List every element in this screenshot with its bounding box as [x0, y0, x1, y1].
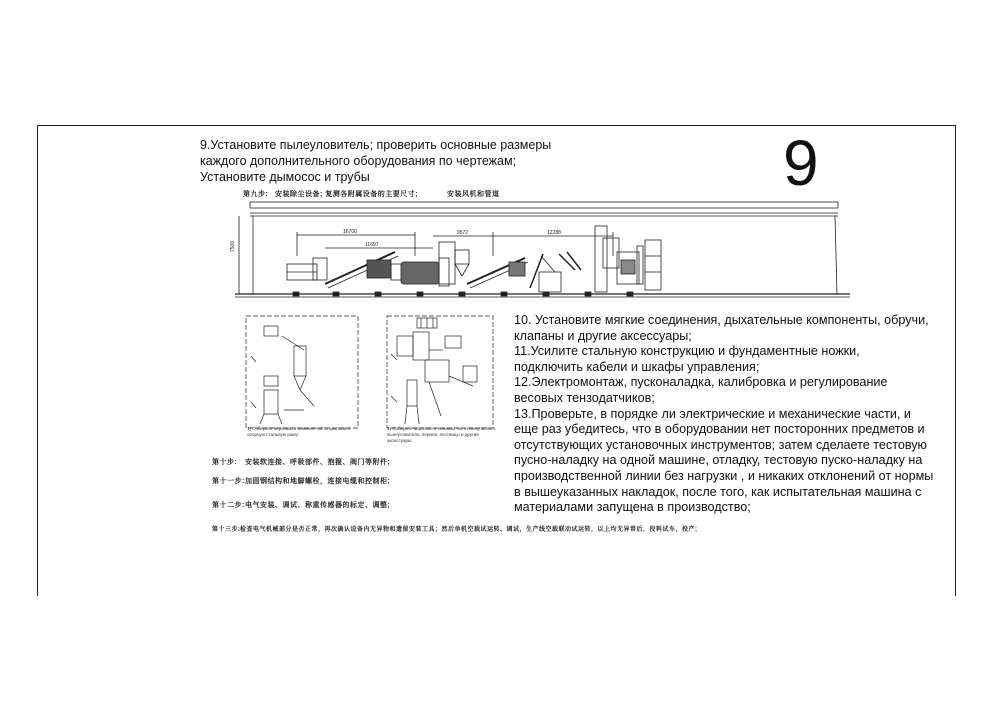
dimension-label: 11697: [365, 242, 379, 248]
step-line: 12.Электромонтаж, пусконаладка, калибровка и регулирование: [514, 375, 888, 390]
cn-step-label: 第十三步:: [212, 527, 241, 533]
step-line: клапаны и другие аксессуары;: [514, 328, 692, 343]
dimension-label: 9572: [457, 230, 469, 236]
drawing-header-label: 第九步:: [243, 191, 269, 198]
page-number: 9: [783, 127, 819, 199]
cyclone-detail-drawing: [244, 306, 364, 432]
cn-step-label: 第十二步:: [212, 502, 245, 509]
cn-step-text: 电气安装、调试、称重传感器的标定、调整;: [245, 502, 391, 509]
step-line: в вышеуказанных накладок, после того, как испытательная машина с: [514, 484, 922, 499]
cn-step-text: 加固钢结构和地脚螺栓，连接电缆和控制柜;: [245, 478, 391, 485]
dimension-label: 7500: [230, 240, 236, 252]
cn-step-text: 安装软连接、呼吸部件、抱箍、阀门等附件;: [245, 459, 391, 466]
cn-step-label: 第十一步:: [212, 478, 245, 485]
step-line: пусно-наладку на одной машине, отладку, тестовую пуско-наладку на: [514, 453, 923, 468]
cn-step-label: 第十步:: [212, 459, 238, 466]
pulse-filter-detail-caption: 1) Соберите верхнюю и нижнюю части импульсного пылеуловителя, перила, лестницы и другие аксессуары;: [387, 426, 496, 443]
step-line: 13.Проверьте, в порядке ли электрические и механические части, и: [514, 406, 911, 421]
step-9-line: 9.Установите пылеуловитель; проверить основные размеры: [200, 138, 552, 152]
step-line: производственной линии без нагрузки , и никаких отклонений от нормы: [514, 468, 934, 483]
dimension-label: 12288: [547, 230, 561, 236]
drawing-header-text: 安装除尘设备; 复测各附属设备的主要尺寸;: [275, 191, 419, 198]
steps-10-13-text: [514, 313, 964, 516]
pulse-filter-detail-drawing: [385, 306, 497, 432]
step-line: материалами запущена в производство;: [514, 500, 751, 515]
step-9-text: [200, 137, 600, 185]
step-line: 11.Усилите стальную конструкцию и фундаментные ножки,: [514, 344, 860, 359]
step-line: еще раз убедитесь, что в оборудовании нет посторонних предметов и: [514, 422, 925, 437]
step-line: 10. Установите мягкие соединения, дыхательные компоненты, обручи,: [514, 313, 929, 327]
production-line-drawing: [225, 196, 855, 306]
step-9-line: каждого дополнительного оборудования по чертежам;: [200, 154, 517, 168]
step-line: подключить кабели и шкафы управления;: [514, 359, 760, 374]
step-line: отсутствующих установочных инструментов; затем сделаете тестовую: [514, 437, 927, 452]
cn-step-text: 检查电气机械部分是否正常，再次确认设备内无异物和遗留安装工具；然后单机空载试运转、调试，生产线空载联动试运转，以上均无异常后，投料试车，投产;: [240, 527, 698, 533]
drawing-header-text-2: 安装风机和管道: [447, 191, 500, 198]
dimension-label: 16700: [343, 229, 357, 235]
cyclone-detail-caption: 1) Соберите верхнюю и нижнюю части циклона и опорную стальную раму;: [247, 426, 351, 437]
step-9-line: Установите дымосос и трубы: [200, 170, 370, 184]
step-line: весовых тензодатчиков;: [514, 390, 655, 405]
